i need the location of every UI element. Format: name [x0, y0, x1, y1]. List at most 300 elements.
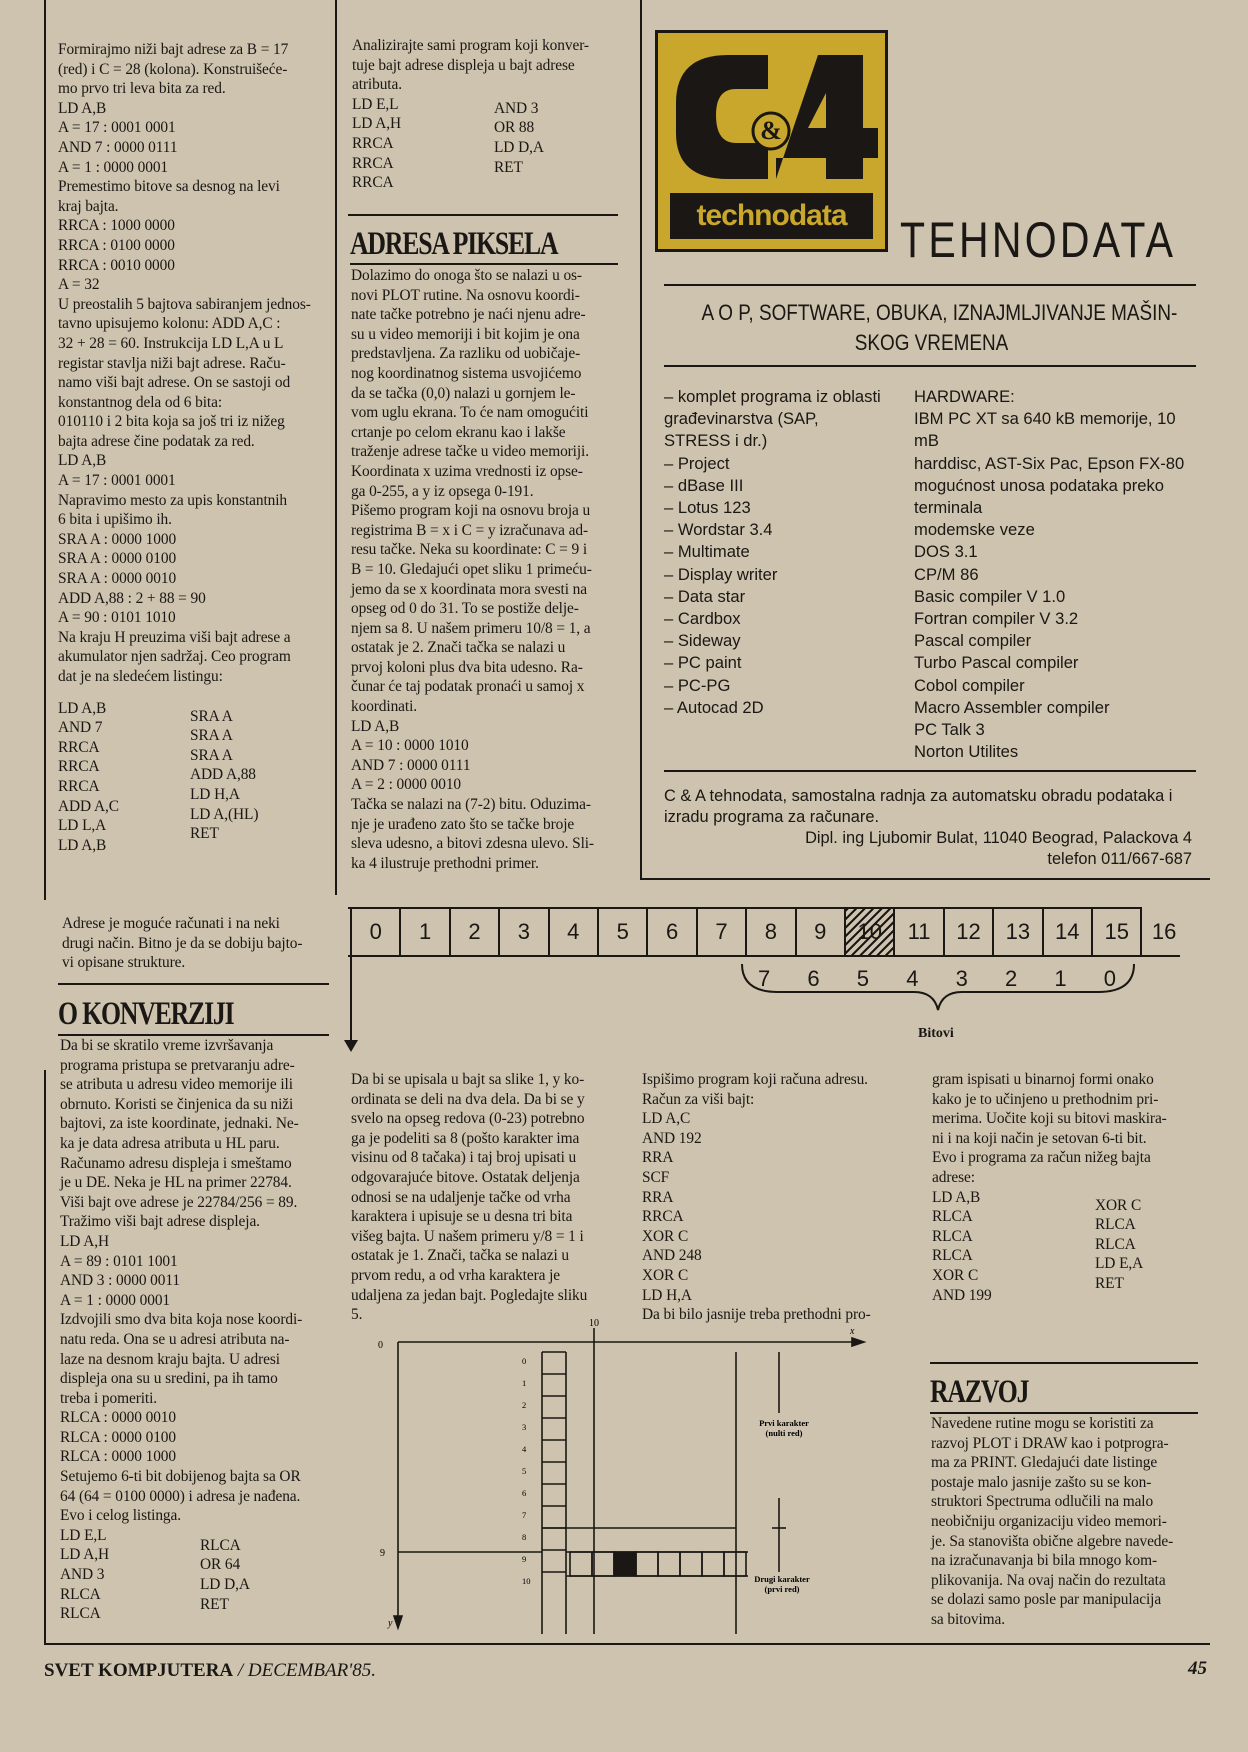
byte-bit-cell — [614, 1552, 636, 1576]
text-line: sa bitovima. — [931, 1610, 1006, 1628]
text-line: adrese: — [932, 1168, 975, 1186]
col2-text — [352, 36, 618, 95]
text-line: Račun za viši bajt: — [642, 1090, 755, 1108]
adline: modemske veze — [914, 520, 1035, 540]
text-line: RLCA : 0000 0100 — [60, 1428, 176, 1446]
code-line: RLCA — [1095, 1216, 1136, 1234]
text-line: ka je data adresa atributa u HL paru. — [60, 1134, 280, 1152]
konverzija-listing-right — [186, 1526, 326, 1624]
column-4-bottom — [932, 1070, 1198, 1305]
code-line: RET — [200, 1595, 229, 1613]
bit-number: 5 — [856, 966, 870, 991]
adline: – Sideway — [664, 631, 741, 651]
adline: mogućnost unosa podataka preko — [914, 475, 1165, 495]
text-line: dat je na sledećem listingu: — [58, 668, 223, 685]
ad-rule-1 — [664, 284, 1196, 286]
text-line: koordinati. — [351, 698, 418, 716]
code-line: RRCA — [58, 758, 100, 776]
text-line: B = 10. Gledajući opet sliku 1 primeću- — [351, 560, 592, 578]
figure-5 — [372, 1318, 892, 1636]
col1-listing — [58, 699, 322, 856]
ruler-bottom-line — [348, 955, 1140, 957]
code-line: XOR C — [932, 1266, 979, 1284]
adline: IBM PC XT sa 640 kB memorije, 10 — [914, 409, 1176, 429]
ruler-down-axis — [350, 907, 352, 1045]
text-line: (red) i C = 28 (kolona). Konstruišeće- — [58, 60, 288, 78]
adline: – Lotus 123 — [664, 498, 751, 518]
text-line: A = 2 : 0000 0010 — [351, 776, 462, 794]
text-line: se dolazi samo posle par manipulacija — [931, 1591, 1162, 1609]
adline: DOS 3.1 — [914, 542, 978, 562]
left-border-bottom — [44, 1070, 46, 1645]
fig5-second-char-label-1: Drugi karakter — [754, 1574, 810, 1584]
konverzija-listing-left — [60, 1526, 186, 1624]
ladder-row-label: 1 — [522, 1378, 527, 1388]
byte-bit-cell — [724, 1552, 746, 1576]
adline: Fortran compiler V 3.2 — [914, 609, 1079, 629]
konverzija-listing — [60, 1526, 326, 1624]
col4-text — [932, 1070, 1198, 1188]
ad-bottom-border — [640, 878, 1210, 880]
heading-o-konverziji: O KONVERZIJI — [58, 996, 234, 1032]
text-line: Tražimo viši bajt adrese displeja. — [60, 1213, 260, 1231]
text-line: RRA — [642, 1149, 674, 1167]
text-line: bajtovi, za iste koordinate, jednaki. Ne- — [60, 1115, 299, 1133]
code-line: LD A,B — [58, 836, 107, 854]
heading-underline-adresa — [350, 263, 618, 265]
ruler-cell: 5 — [597, 909, 646, 955]
ladder-row-label: 6 — [522, 1488, 527, 1498]
ruler-cell: 14 — [1042, 909, 1091, 955]
code-line: RRCA — [58, 738, 100, 756]
code-line: AND 199 — [932, 1286, 992, 1304]
code-line: AND 7 — [58, 719, 103, 737]
adline: – PC paint — [664, 653, 742, 673]
text-line: RRCA : 0010 0000 — [58, 256, 175, 274]
text-line: XOR C — [642, 1227, 689, 1245]
text-line: Viši bajt ove adrese je 22784/256 = 89. — [60, 1193, 298, 1211]
code-line: XOR C — [1095, 1196, 1142, 1214]
fig5-first-char-label-2: (nulti red) — [765, 1428, 803, 1438]
ruler-down-arrow — [344, 1040, 358, 1052]
code-line: ADD A,C — [58, 797, 119, 815]
code-line: LD E,A — [1095, 1255, 1144, 1273]
text-line: ga 0-255, a y iz opsega 0-191. — [351, 482, 534, 500]
text-line: merima. Uočite koji su bitovi maskira- — [932, 1110, 1167, 1128]
footer-issue: / DECEMBAR'85. — [237, 1660, 376, 1681]
bit-number: 6 — [807, 966, 820, 991]
code-line: RLCA — [932, 1208, 973, 1226]
ad-tagline — [701, 298, 1178, 358]
text-line: Setujemo 6-ti bit dobijenog bajta sa OR — [60, 1468, 301, 1486]
code-line: LD A,B — [932, 1188, 981, 1206]
text-line: A = 10 : 0000 1010 — [351, 737, 469, 755]
byte-bit-cell — [658, 1552, 680, 1576]
code-line: LD E,L — [60, 1526, 107, 1544]
adline: – Autocad 2D — [664, 697, 764, 717]
text-line: treba i pomeriti. — [60, 1389, 158, 1407]
logo-technodata-text: technodata — [696, 199, 847, 232]
text-line: ADD A,88 : 2 + 88 = 90 — [58, 589, 206, 607]
text-line: A = 89 : 0101 1001 — [60, 1252, 178, 1270]
code-line: LD A,(HL) — [190, 805, 259, 823]
code-line: AND 3 — [60, 1566, 105, 1584]
adline: STRESS i dr.) — [664, 431, 768, 451]
adline: – Wordstar 3.4 — [664, 520, 773, 540]
col1-tail — [62, 914, 327, 973]
adline: CP/M 86 — [914, 564, 979, 584]
text-line: LD H,A — [642, 1286, 692, 1304]
text-line: RRA — [642, 1188, 674, 1206]
ad-footer-line-3: Dipl. ing Ljubomir Bulat, 11040 Beograd, Palackova 4 — [805, 829, 1192, 847]
ad-hardware-list — [914, 386, 1204, 763]
text-line: Ispišimo program koji računa adresu. — [642, 1071, 868, 1088]
razvoj-top-rule — [930, 1362, 1198, 1364]
text-line: 32 + 28 = 60. Instrukcija LD L,A u L — [58, 334, 284, 352]
text-line: Napravimo mesto za upis konstantnih — [58, 491, 288, 509]
code-line: LD D,A — [494, 138, 544, 156]
text-line: 5. — [351, 1306, 363, 1324]
text-line: Pišemo program koji na osnovu broja u — [351, 502, 591, 520]
ad-logo — [655, 30, 888, 252]
text-line: nog koordinatnog sistema usvojićemo — [351, 364, 582, 382]
text-line: Da bi bilo jasnije treba prethodni pro- — [642, 1306, 871, 1324]
figure-5-ladder — [522, 1352, 566, 1586]
text-line: Da bi se skratilo vreme izvršavanja — [60, 1037, 274, 1054]
col4-listing — [932, 1188, 1198, 1306]
ad-rule-3 — [664, 770, 1196, 772]
ruler-cell: 1 — [399, 909, 448, 955]
konverzija-text — [60, 1036, 326, 1526]
text-line: gram ispisati u binarnoj formi onako — [932, 1071, 1154, 1088]
text-line: obrnuto. Koristi se činjenica da su niži — [60, 1095, 294, 1113]
text-line: LD A,B — [58, 452, 107, 470]
text-line: LD A,C — [642, 1110, 691, 1128]
byte-bit-cell — [592, 1552, 614, 1576]
code-line: RRCA — [58, 777, 100, 795]
col1-listing-left — [58, 699, 190, 856]
code-line: RLCA — [60, 1585, 101, 1603]
adline: harddisc, AST-Six Pac, Epson FX-80 — [914, 453, 1185, 473]
text-line: postaje malo jasnije zašto su se kon- — [931, 1473, 1152, 1491]
figure-5-bytes — [570, 1552, 746, 1576]
text-line: AND 7 : 0000 0111 — [58, 138, 178, 156]
text-line: AND 3 : 0000 0011 — [60, 1272, 180, 1290]
text-line: kraj bajta. — [58, 197, 119, 215]
text-line: Na kraju H preuzima viši bajt adrese a — [58, 628, 291, 646]
heading-razvoj: RAZVOJ — [930, 1374, 1029, 1410]
adline: – Data star — [664, 586, 746, 606]
text-line: AND 192 — [642, 1129, 702, 1147]
adline: – Cardbox — [664, 609, 741, 629]
text-line: višeg bajta. U našem primeru y/8 = 1 i — [351, 1227, 584, 1245]
bit-number: 0 — [1103, 966, 1117, 991]
code-line: SRA A — [190, 746, 233, 764]
ladder-row-label: 7 — [522, 1510, 527, 1520]
text-line: njem sa 8. U našem primeru 10/8 = 1, a — [351, 619, 591, 637]
text-line: AND 248 — [642, 1247, 702, 1265]
text-line: se atributa u adresu video memorije ili — [60, 1076, 293, 1094]
text-line: U preostalih 5 bajtova sabiranjem jednos- — [58, 295, 311, 313]
footer-magazine — [44, 1660, 376, 1682]
code-line: RET — [190, 825, 219, 843]
code-line: RRCA — [352, 154, 394, 172]
text-line: ordinata se deli na dva dela. Da bi se y — [351, 1090, 585, 1108]
ruler-cell: 16 — [1151, 919, 1177, 944]
text-line: LD A,B — [351, 717, 400, 735]
code-line: RET — [494, 158, 523, 176]
konverzija-top-rule — [58, 983, 329, 985]
text-line: jemo da se x koordinata mora svesti na — [351, 580, 587, 598]
col4-listing-left — [932, 1188, 1035, 1306]
adline: mB — [914, 431, 939, 451]
text-line: konstantnog dela od 6 bita: — [58, 393, 223, 411]
ad-footer-line-2: izradu programa za računare. — [664, 808, 880, 826]
text-line: RRCA — [642, 1208, 684, 1226]
fig5-top-tick: 10 — [589, 1318, 599, 1329]
text-line: visinu od 8 tačaka) i taj broj upisati u — [351, 1149, 577, 1167]
ladder-row-label: 0 — [522, 1356, 527, 1366]
code-line: ADD A,88 — [190, 766, 256, 784]
text-line: Formirajmo niži bajt adrese za B = 17 — [58, 41, 289, 58]
ruler-baseline-extension — [1140, 955, 1180, 957]
code-line: OR 64 — [200, 1556, 241, 1574]
code-line: LD D,A — [200, 1576, 250, 1594]
code-line: LD A,H — [352, 115, 401, 133]
text-line: RRCA : 0100 0000 — [58, 236, 175, 254]
col2-divider — [348, 214, 618, 216]
text-line: ni i na koji način je setovan 6-ti bit. — [932, 1129, 1147, 1147]
byte-bit-cell — [570, 1552, 592, 1576]
col2-listing — [352, 95, 618, 193]
text-line: A = 90 : 0101 1010 — [58, 609, 176, 627]
code-line: RRCA — [352, 134, 394, 152]
byte-bit-cell — [636, 1552, 658, 1576]
col2-listing-right — [476, 95, 618, 193]
code-line: OR 88 — [494, 119, 535, 137]
text-line: RLCA : 0000 1000 — [60, 1448, 176, 1466]
adresa-piksela-text — [351, 266, 619, 873]
text-line: nje je urađeno zato što se tačke broje — [351, 815, 575, 833]
bit-number: 4 — [906, 966, 919, 991]
text-line: Analizirajte sami program koji konver- — [352, 37, 589, 54]
text-line: kako je to učinjeno u prethodnim pri- — [932, 1090, 1159, 1108]
text-line: svelo na opseg redova (0-23) potrebno — [351, 1110, 585, 1128]
text-line: programa pristupa se pretvaranju adre- — [60, 1056, 295, 1074]
ad-software-list — [664, 386, 914, 719]
code-line: LD E,L — [352, 95, 399, 113]
text-line: A = 1 : 0000 0001 — [58, 158, 169, 176]
ruler-top-line — [348, 907, 1140, 909]
adline: Basic compiler V 1.0 — [914, 586, 1066, 606]
text-line: A = 17 : 0001 0001 — [58, 119, 176, 137]
ruler-cell: 2 — [449, 909, 498, 955]
text-line: Dolazimo do onoga što se nalazi u os- — [351, 267, 582, 284]
text-line: Premestimo bitove sa desnog na levi — [58, 178, 280, 196]
text-line: ostatak je 2. Znači tačka se nalazi u — [351, 639, 566, 657]
text-line: Adrese je moguće računati i na neki — [62, 915, 280, 932]
text-line: A = 17 : 0001 0001 — [58, 472, 176, 490]
text-line: A = 32 — [58, 276, 100, 294]
fig5-x-label: x — [850, 1326, 855, 1337]
text-line: predstavljena. Za razliku od uobičaje- — [351, 345, 581, 363]
adline: terminala — [914, 498, 983, 518]
text-line: drugi način. Bitno je da se dobiju bajto- — [62, 934, 303, 952]
text-line: mo prvo tri leva bita za red. — [58, 80, 226, 98]
text-line: bajta adrese čine podatak za red. — [58, 432, 255, 450]
code-line: AND 3 — [494, 99, 539, 117]
code-line: RLCA — [200, 1536, 241, 1554]
adline: – PC-PG — [664, 675, 731, 695]
adline: – Multimate — [664, 542, 750, 562]
column-divider-left — [335, 0, 337, 895]
text-line: laze na desnom kraju bajta. U adresi — [60, 1350, 280, 1368]
ad-tagline-line-1: A O P, SOFTWARE, OBUKA, IZNAJMLJIVANJE MAŠIN- — [701, 300, 1178, 325]
heading-adresa-piksela: ADRESA PIKSELA — [350, 226, 558, 262]
byte-bit-cell — [680, 1552, 702, 1576]
code-line: LD A,B — [58, 699, 107, 717]
adline: Norton Utilites — [914, 742, 1019, 762]
ladder-row-label: 5 — [522, 1466, 527, 1476]
text-line: struktori Spectruma odlučili na malo — [931, 1493, 1154, 1511]
text-line: nate tačke potrebno je naći njenu adre- — [351, 306, 586, 324]
ruler-cell: 8 — [745, 909, 794, 955]
adline: građevinarstva (SAP, — [664, 409, 819, 429]
text-line: namo viši bajt adrese. On se sastoji od — [58, 374, 291, 392]
text-line: ka 4 ilustruje prethodni primer. — [351, 854, 539, 872]
text-line: resu tačke. Neka su koordinate: C = 9 i — [351, 541, 588, 559]
code-line: RLCA — [60, 1605, 101, 1623]
text-line: Tačka se nalazi na (7-2) bitu. Oduzima- — [351, 796, 591, 814]
text-line: 6 bita i upišimo ih. — [58, 511, 172, 529]
code-line: LD A,H — [60, 1546, 109, 1564]
code-line: LD H,A — [190, 785, 240, 803]
fig5-first-char-label-1: Prvi karakter — [759, 1418, 809, 1428]
byte-bit-cell — [702, 1552, 724, 1576]
ruler-right-edge — [1140, 907, 1142, 957]
bit-number: 3 — [955, 966, 968, 991]
fig5-second-char-label-2: (prvi red) — [764, 1584, 800, 1594]
text-line: neobičniju organizaciju video memori- — [931, 1512, 1167, 1530]
ruler-cell: 12 — [943, 909, 992, 955]
text-line: SCF — [642, 1168, 670, 1186]
fig5-left-tick: 9 — [380, 1548, 385, 1559]
svg-text:&: & — [760, 116, 782, 145]
text-line: opseg od 0 do 31. To se postiže delje- — [351, 600, 579, 618]
text-line: displeja ona su u sredini, pa ih tamo — [60, 1370, 278, 1388]
text-line: crtanje po celom ekranu kao i lakše — [351, 423, 566, 441]
adline: HARDWARE: — [914, 387, 1015, 406]
ruler-cell: 6 — [646, 909, 695, 955]
ladder-row-label: 2 — [522, 1400, 527, 1410]
ladder-row-label: 4 — [522, 1444, 527, 1454]
razvoj-text — [931, 1414, 1197, 1630]
column-2-top — [352, 36, 618, 193]
fig5-y-label: y — [388, 1618, 393, 1629]
bits-label: Bitovi — [918, 1026, 954, 1041]
code-line: RET — [1095, 1274, 1124, 1292]
text-line: odgovarajuće bitove. Ostatak deljenja — [351, 1168, 580, 1186]
text-line: RRCA : 1000 0000 — [58, 217, 175, 235]
text-line: tavno upisujemo kolonu: ADD A,C : — [58, 315, 281, 333]
column-1 — [58, 40, 322, 855]
ladder-row-label: 3 — [522, 1422, 527, 1432]
text-line: atributa. — [352, 76, 402, 94]
ruler-cell: 15 — [1091, 909, 1140, 955]
ladder-row-label: 9 — [522, 1554, 527, 1564]
text-line: vom uglu ekrana. To će nam omogućiti — [351, 404, 589, 422]
text-line: 010110 i 2 bita koja sa još tri iz nižeg — [58, 413, 285, 431]
code-line: SRA A — [190, 727, 233, 745]
text-line: je u DE. Neka je HL na primer 22784. — [60, 1174, 292, 1192]
text-line: registrima B = x i C = y izračunava ad- — [351, 521, 588, 539]
text-line: registar stavlja niži bajt adrese. Raču- — [58, 354, 286, 372]
ladder-row-label: 10 — [522, 1576, 531, 1586]
text-line: LD A,B — [58, 99, 107, 117]
code-line: RLCA — [1095, 1235, 1136, 1253]
column-3-bottom — [642, 1070, 912, 1325]
ladder-row-label: 8 — [522, 1532, 527, 1542]
text-line: Navedene rutine mogu se koristiti za — [931, 1415, 1154, 1432]
left-border — [44, 0, 46, 900]
text-line: novi PLOT rutine. Na osnovu koordi- — [351, 286, 580, 304]
adline: PC Talk 3 — [914, 720, 985, 740]
text-line: razvoj PLOT i DRAW kao i potprogra- — [931, 1434, 1169, 1452]
text-line: ma za PRINT. Gledajući date listinge — [931, 1454, 1158, 1472]
ad-tagline-line-2: SKOG VREMENA — [854, 330, 1009, 355]
text-line: da se tačka (0,0) nalazi u gornjem le- — [351, 384, 576, 402]
text-line: je. Sa stanovišta obične algebre navede- — [931, 1532, 1174, 1550]
text-line: A = 1 : 0000 0001 — [60, 1291, 171, 1309]
code-line: RRCA — [352, 174, 394, 192]
text-line: SRA A : 0000 1000 — [58, 530, 177, 548]
text-line: su u video memoriji i bit kojim je ona — [351, 325, 580, 343]
text-line: Evo i celog listinga. — [60, 1507, 182, 1525]
footer-magazine-name: SVET KOMPJUTERA — [44, 1660, 234, 1681]
ruler-cell: 11 — [893, 909, 942, 955]
ad-footer — [664, 786, 1192, 870]
text-line: ostatak je 1. Znači, tačka se nalazi u — [351, 1247, 569, 1265]
text-line: karaktera i upisuje se u desna tri bita — [351, 1208, 573, 1226]
text-line: vi opisane strukture. — [62, 954, 186, 972]
text-line: SRA A : 0000 0100 — [58, 550, 177, 568]
ruler-cell: 9 — [795, 909, 844, 955]
text-line: prvom redu, a od vrha karaktera je — [351, 1266, 560, 1284]
code-line: RLCA — [932, 1227, 973, 1245]
text-line: akumulator njen sadržaj. Ceo program — [58, 648, 291, 666]
text-line: Da bi se upisala u bajt sa slike 1, y ko- — [351, 1071, 585, 1088]
col4-listing-right — [1035, 1188, 1198, 1306]
ad-rule-2 — [664, 365, 1196, 367]
col2-listing-left — [352, 95, 476, 193]
text-line: prvoj koloni plus dva bita udesno. Ra- — [351, 658, 583, 676]
page-bottom-rule — [44, 1643, 1210, 1645]
col1-text — [58, 40, 322, 687]
col1-listing-right — [190, 699, 322, 856]
bits-brace — [738, 960, 1138, 1016]
column-mid-bottom — [351, 1070, 613, 1325]
adline: – komplet programa iz oblasti — [664, 387, 881, 406]
adline: Macro Assembler compiler — [914, 697, 1110, 717]
adline: Turbo Pascal compiler — [914, 653, 1079, 673]
adline: – Display writer — [664, 564, 778, 584]
text-line: Evo i programa za račun nižeg bajta — [932, 1149, 1151, 1167]
ruler-cell: 0 — [350, 909, 399, 955]
text-line: LD A,H — [60, 1232, 109, 1250]
text-line: odnosi se na udaljenje tačke od vrha — [351, 1188, 571, 1206]
text-line: 64 (64 = 0100 0000) i adresa je nađena. — [60, 1487, 301, 1505]
text-line: SRA A : 0000 0010 — [58, 570, 177, 588]
